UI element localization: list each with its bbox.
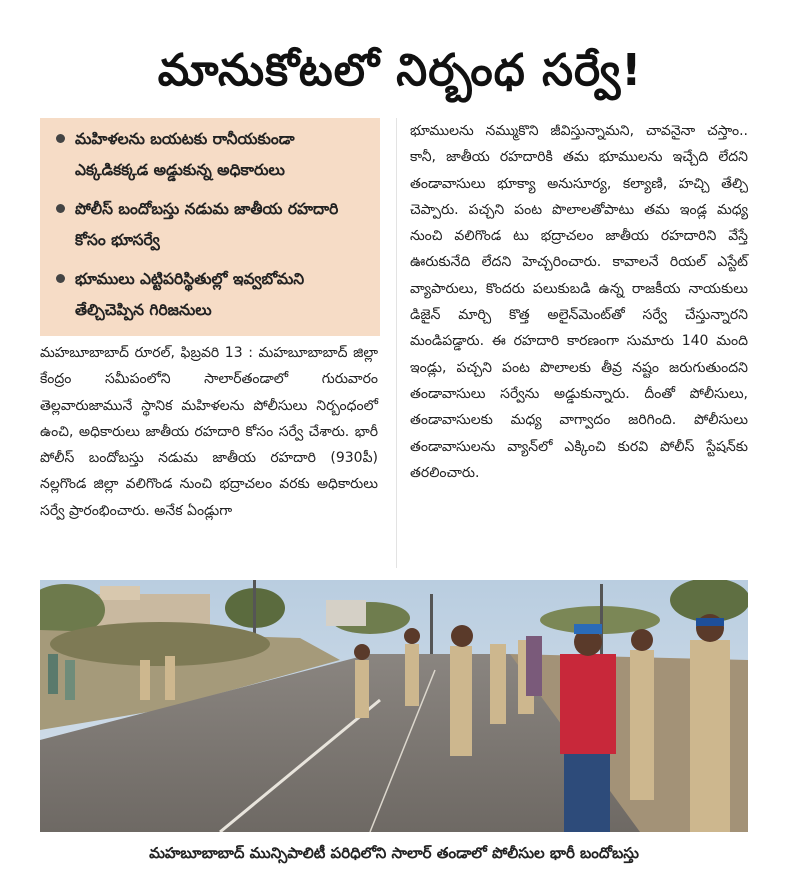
bullet-dot-icon (56, 134, 65, 143)
bullet-dot-icon (56, 274, 65, 283)
highlight-item (54, 124, 370, 186)
highlight-item (54, 194, 370, 256)
article-body-right: భూములను నమ్ముకొని జీవిస్తున్నామని, చావనైనా చస్తాం.. కానీ, జాతీయ రహదారికి తమ భూములను ఇచ్చేది లేదని తండావాసులు భూక్యా అనుసూర్య, కల్యాణి, హచ్చి తేల్చి చెప్పారు. పచ్చని పంట పొలాలతోపాటు తమ ఇండ్ల మధ్య నుంచి వలిగొండ టు భద్రాచలం జాతీయ రహదారిని వేస్తే ఊరుకునేది లేదని హెచ్చరించారు. కావాలనే రియల్ ఎస్టేట్ వ్యాపారులు, కొందరు పలుకుబడి ఉన్న రాజకీయ నాయకులు డిజైన్ మార్చి కొత్త అలైన్‌మెంట్‌తో సర్వే చేస్తున్నారని మండిపడ్డారు. ఈ రహదారి కారణంగా సుమారు 140 మంది ఇండ్లు, పచ్చని పంట పొలాలకు తీవ్ర నష్టం జరుగుతుందని తండావాసులు సర్వేను అడ్డుకున్నారు. దీంతో పోలీసులు, తండావాసులకు మధ్య వాగ్వాదం జరిగింది. పోలీసులు తండావాసులను వ్యాన్‌లో ఎక్కించి కురవి పోలీస్ స్టేషన్‌కు తరలించారు. (410, 123, 748, 481)
roadside-police-photo (40, 580, 748, 832)
highlight-text: భూములు ఎట్టిపరిస్థితుల్లో ఇవ్వబోమని తేల్చిచెప్పిన గిరిజనులు (75, 270, 305, 319)
photo-caption: మహబూబాబాద్ మున్సిపాలిటీ పరిధిలోని సాలార్ తండాలో పోలీసుల భారీ బందోబస్తు (149, 844, 639, 862)
highlight-text: పోలీస్ బందోబస్తు నడుమ జాతీయ రహదారి కోసం భూసర్వే (75, 200, 339, 249)
highlight-item (54, 264, 370, 326)
column-divider (396, 118, 397, 568)
article-body-left: మహబూబాబాద్ రూరల్, ఫిబ్రవరి 13 : మహబూబాబాద్ జిల్లా కేంద్రం సమీపంలోని సాలార్‌తండాలో గురువారం తెల్లవారుజామునే స్థానిక మహిళలను పోలీసులు నిర్బంధంలో ఉంచి, అధికారులు జాతీయ రహదారి కోసం సర్వే చేశారు. భారీ పోలీస్ బందోబస్తు నడుమ జాతీయ రహదారి (930పీ) నల్లగొండ జిల్లా వలిగొండ నుంచి భద్రాచలం వరకు అధికారులు సర్వే ప్రారంభించారు. అనేక ఏండ్లుగా (40, 345, 378, 519)
highlights-box (40, 118, 380, 336)
headline: మానుకోటలో నిర్బంధ సర్వే! (157, 45, 643, 97)
news-photo (40, 580, 748, 832)
bullet-dot-icon (56, 204, 65, 213)
highlight-text: మహిళలను బయటకు రానీయకుండా ఎక్కడికక్కడ అడ్డుకున్న అధికారులు (75, 130, 295, 179)
